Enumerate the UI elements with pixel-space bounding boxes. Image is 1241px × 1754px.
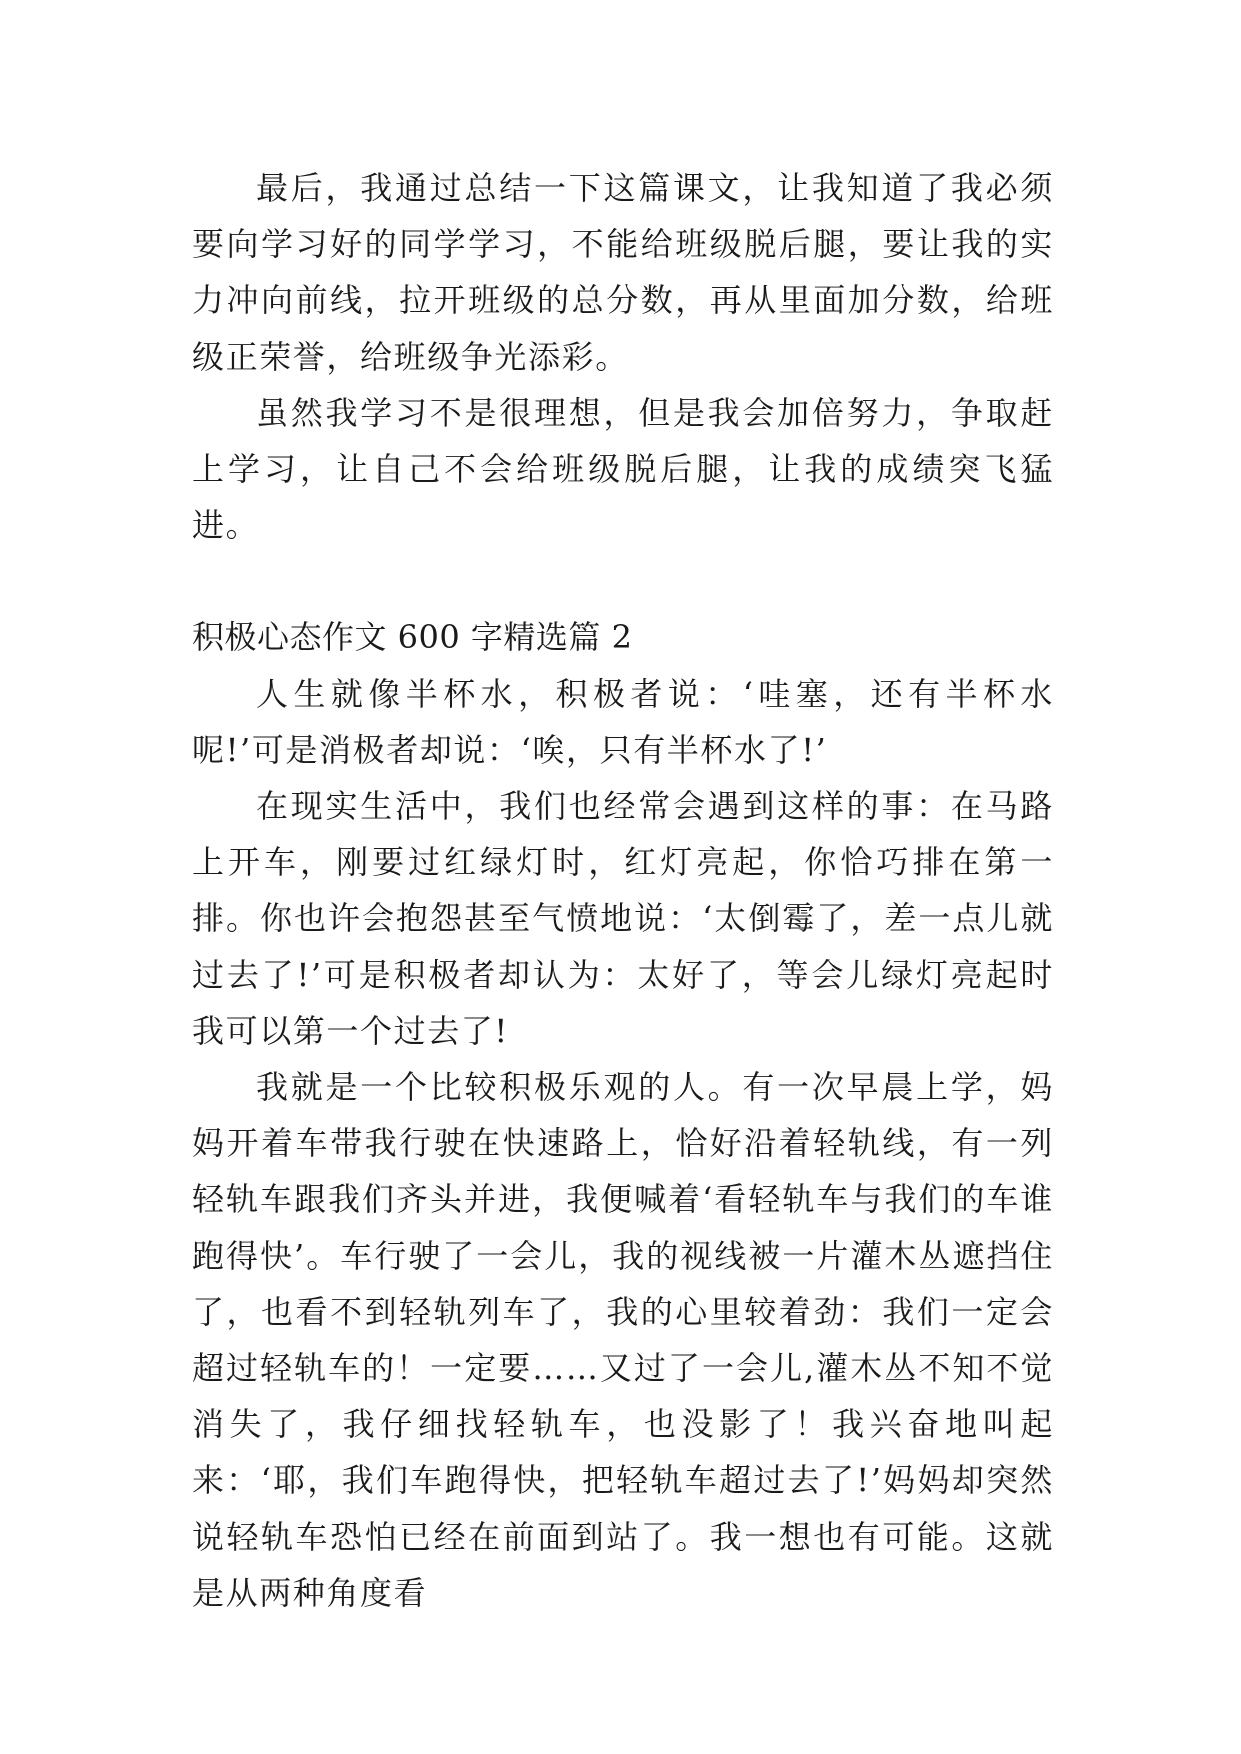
body-paragraph: 最后，我通过总结一下这篇课文，让我知道了我必须要向学习好的同学学习，不能给班级脱后腿，要让我的实力冲向前线，拉开班级的总分数，再从里面加分数，给班级正荣誉，给班级争光添彩。 xyxy=(192,169,1054,376)
body-paragraph: 人生就像半杯水，积极者说：‘哇塞，还有半杯水呢!’可是消极者却说：‘唉，只有半杯水了!’ xyxy=(192,674,1054,769)
section-title: 积极心态作文 600 字精选篇 2 xyxy=(192,618,633,657)
body-paragraph: 我就是一个比较积极乐观的人。有一次早晨上学，妈妈开着车带我行驶在快速路上，恰好沿着轻轨线，有一列轻轨车跟我们齐头并进，我便喊着‘看轻轨车与我们的车谁跑得快’。车行驶了一会儿，我的视线被一片灌木丛遮挡住了，也看不到轻轨列车了，我的心里较着劲：我们一定会超过轻轨车的！一定要……又过了一会儿,灌木丛不知不觉消失了，我仔细找轻轨车，也没影了！我兴奋地叫起来：‘耶，我们车跑得快，把轻轨车超过去了!’妈妈却突然说轻轨车恐怕已经在前面到站了。我一想也有可能。这就是从两种角度看 xyxy=(192,1068,1054,1612)
body-paragraph: 虽然我学习不是很理想，但是我会加倍努力，争取赶上学习，让自己不会给班级脱后腿，让我的成绩突飞猛进。 xyxy=(192,393,1054,545)
document-body xyxy=(192,160,1054,1621)
body-paragraph: 在现实生活中，我们也经常会遇到这样的事：在马路上开车，刚要过红绿灯时，红灯亮起，你恰巧排在第一排。你也许会抱怨甚至气愤地说：‘太倒霉了，差一点儿就过去了!’可是积极者却认为：太好了，等会儿绿灯亮起时我可以第一个过去了! xyxy=(192,787,1054,1050)
